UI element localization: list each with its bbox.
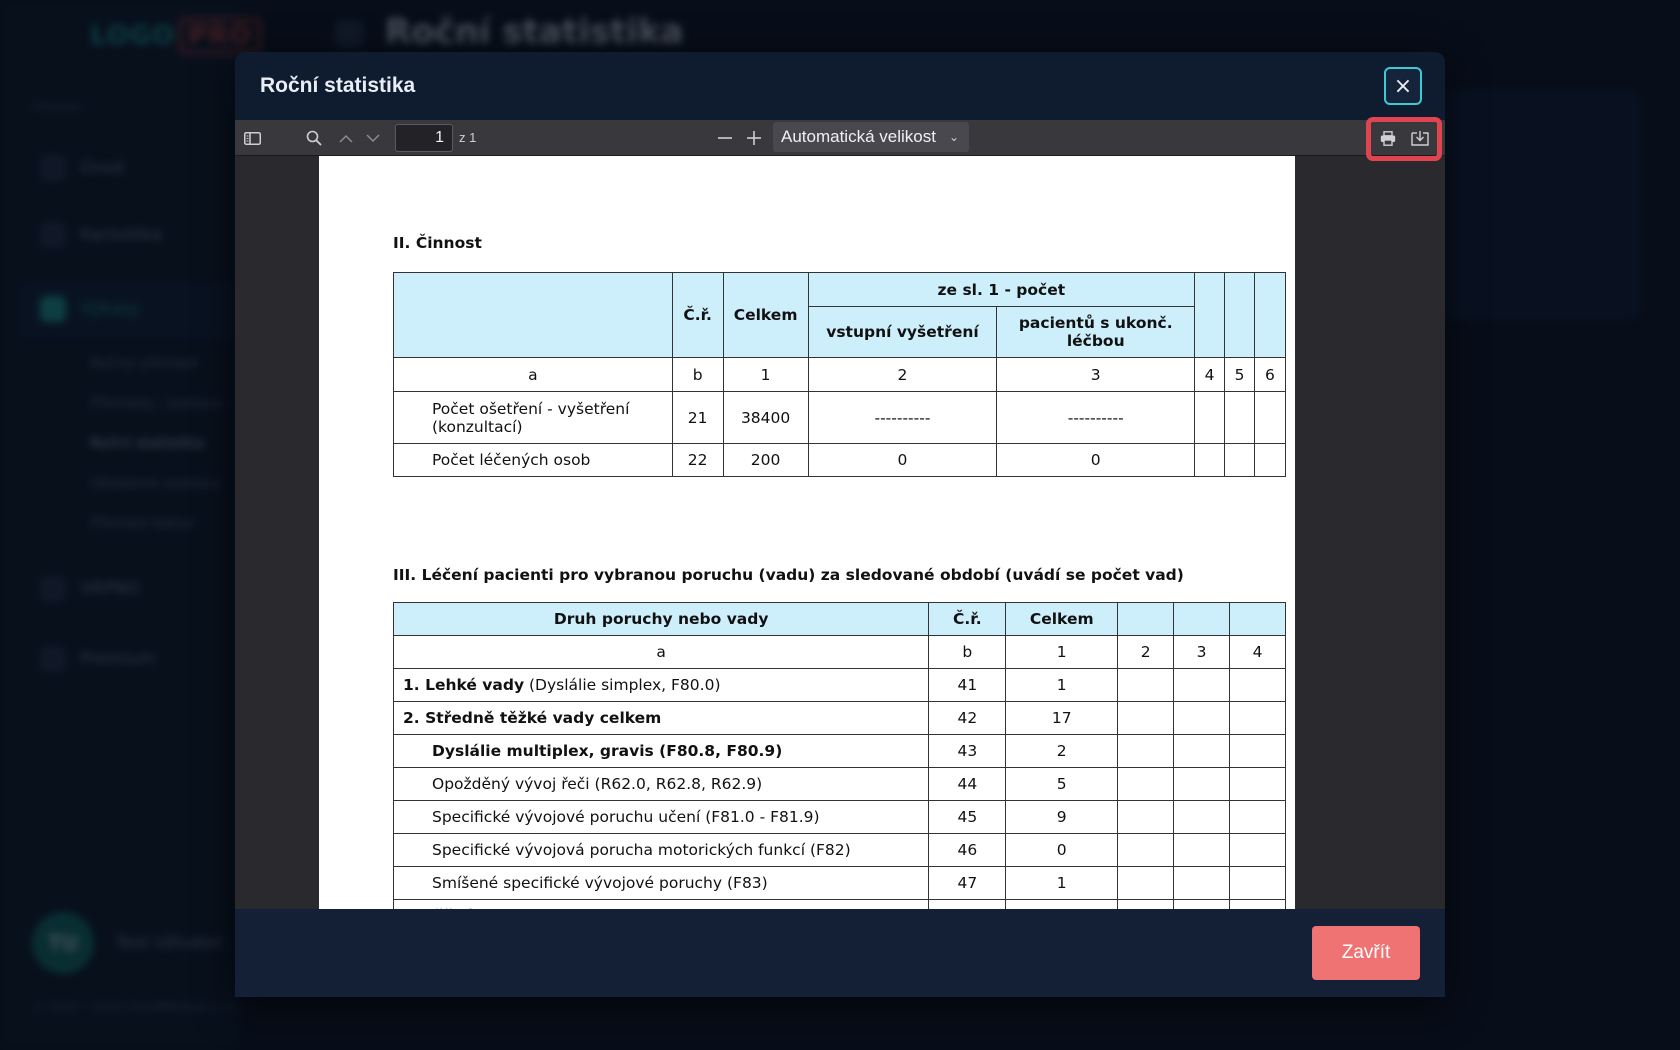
table-row: 2. Středně těžké vady celkem 42 17 bbox=[394, 702, 1286, 735]
modal-footer bbox=[235, 909, 1445, 997]
pdf-viewer bbox=[235, 120, 1445, 909]
table-header-cell: Celkem bbox=[723, 273, 808, 358]
table-header-cell: Druh poruchy nebo vady bbox=[394, 603, 929, 636]
subnav-item[interactable]: Obdobné sestavy bbox=[90, 474, 221, 492]
pdf-page bbox=[319, 156, 1295, 916]
table-row: Smíšené specifické vývojové poruchy (F83) 47 1 bbox=[394, 867, 1286, 900]
table-header-cell bbox=[1225, 273, 1255, 358]
chevron-down-icon: ⌄ bbox=[948, 130, 959, 144]
pdf-page-area[interactable] bbox=[235, 156, 1445, 909]
subnav-item[interactable]: Ročný přehled bbox=[90, 354, 198, 372]
table-header-cell: vstupní vyšetření bbox=[808, 307, 997, 358]
modal-title: Roční statistika bbox=[260, 74, 416, 97]
copyright: © 2015 – 2024 CloudMedical s.r.o. bbox=[32, 1000, 240, 1014]
subnav-item-current[interactable]: Roční statistika bbox=[90, 434, 205, 452]
sidebar-item-uvod[interactable]: Úvod bbox=[40, 155, 124, 181]
table-row: Specifické vývojové poruchu učení (F81.0 - F81.9) 45 9 bbox=[394, 801, 1286, 834]
sidebar-item-premium[interactable]: Premium bbox=[40, 646, 156, 672]
table-header-cell: pacientů s ukonč. léčbou bbox=[997, 307, 1195, 358]
table-row: a b 1 2 3 4 bbox=[394, 636, 1286, 669]
table-row: a b 1 2 3 4 5 6 bbox=[394, 358, 1286, 392]
table-header-cell: Č.ř. bbox=[672, 273, 723, 358]
table-row: Počet ošetření - vyšetření (konzultací) 21 38400 ---------- ---------- bbox=[394, 392, 1286, 444]
table-row: Specifické vývojová porucha motorických funkcí (F82) 46 0 bbox=[394, 834, 1286, 867]
page-number-input[interactable]: 1 bbox=[395, 124, 453, 152]
table-header-cell bbox=[1230, 603, 1286, 636]
modal-header bbox=[235, 52, 1445, 120]
logo: LOGO PRO bbox=[90, 18, 261, 54]
page-count: z 1 bbox=[459, 130, 477, 145]
activity-table bbox=[393, 272, 1286, 477]
avatar[interactable]: TU bbox=[32, 912, 94, 974]
statistics-modal bbox=[235, 52, 1445, 997]
section-title: III. Léčení pacienti pro vybranou poruchu (vadu) za sledované období (uvádí se počet vad) bbox=[393, 566, 1184, 584]
table-header-cell bbox=[1174, 603, 1230, 636]
previous-page-icon[interactable] bbox=[335, 127, 357, 149]
user-name: Test Uživatel bbox=[115, 933, 223, 953]
sidebar-item-vykazy[interactable]: Výkazy bbox=[40, 296, 140, 322]
close-icon: × bbox=[1393, 73, 1413, 99]
pdf-toolbar bbox=[235, 120, 1445, 156]
table-header-cell: Celkem bbox=[1006, 603, 1118, 636]
table-header-cell bbox=[1254, 273, 1285, 358]
subnav-item[interactable]: Přehled faktur bbox=[90, 514, 196, 532]
table-header-cell: ze sl. 1 - počet bbox=[808, 273, 1195, 307]
zoom-in-icon[interactable] bbox=[743, 127, 765, 149]
table-row: 1. Lehké vady (Dyslálie simplex, F80.0) 41 1 bbox=[394, 669, 1286, 702]
subnav-item[interactable]: Přehledy, sestavy bbox=[90, 394, 223, 412]
sidebar-item-vrpno[interactable]: VRPNO bbox=[40, 576, 140, 602]
sidebar-toggle-icon[interactable] bbox=[241, 127, 263, 149]
table-header-cell bbox=[1195, 273, 1225, 358]
highlight-frame bbox=[1366, 117, 1442, 161]
next-page-icon[interactable] bbox=[362, 127, 384, 149]
table-row: Počet léčených osob 22 200 0 0 bbox=[394, 444, 1286, 477]
zoom-out-icon[interactable] bbox=[714, 127, 736, 149]
search-icon[interactable] bbox=[303, 127, 325, 149]
table-row: Opožděný vývoj řeči (R62.0, R62.8, R62.9) 44 5 bbox=[394, 768, 1286, 801]
section-title: II. Činnost bbox=[393, 234, 482, 252]
table-header-cell: Č.ř. bbox=[929, 603, 1006, 636]
page-title: Roční statistika bbox=[385, 12, 684, 52]
table-header-cell bbox=[1118, 603, 1174, 636]
table-header-cell bbox=[394, 273, 673, 358]
sidebar-section-label: Činnosti bbox=[32, 100, 81, 114]
sidebar-item-kartoteka[interactable]: Kartotéka bbox=[40, 222, 162, 248]
close-button[interactable] bbox=[1384, 67, 1422, 105]
zoom-select[interactable]: Automatická velikost ⌄ bbox=[773, 122, 969, 152]
close-modal-button[interactable]: Zavřít bbox=[1312, 926, 1420, 980]
table-row: Dyslálie multiplex, gravis (F80.8, F80.9) 43 2 bbox=[394, 735, 1286, 768]
